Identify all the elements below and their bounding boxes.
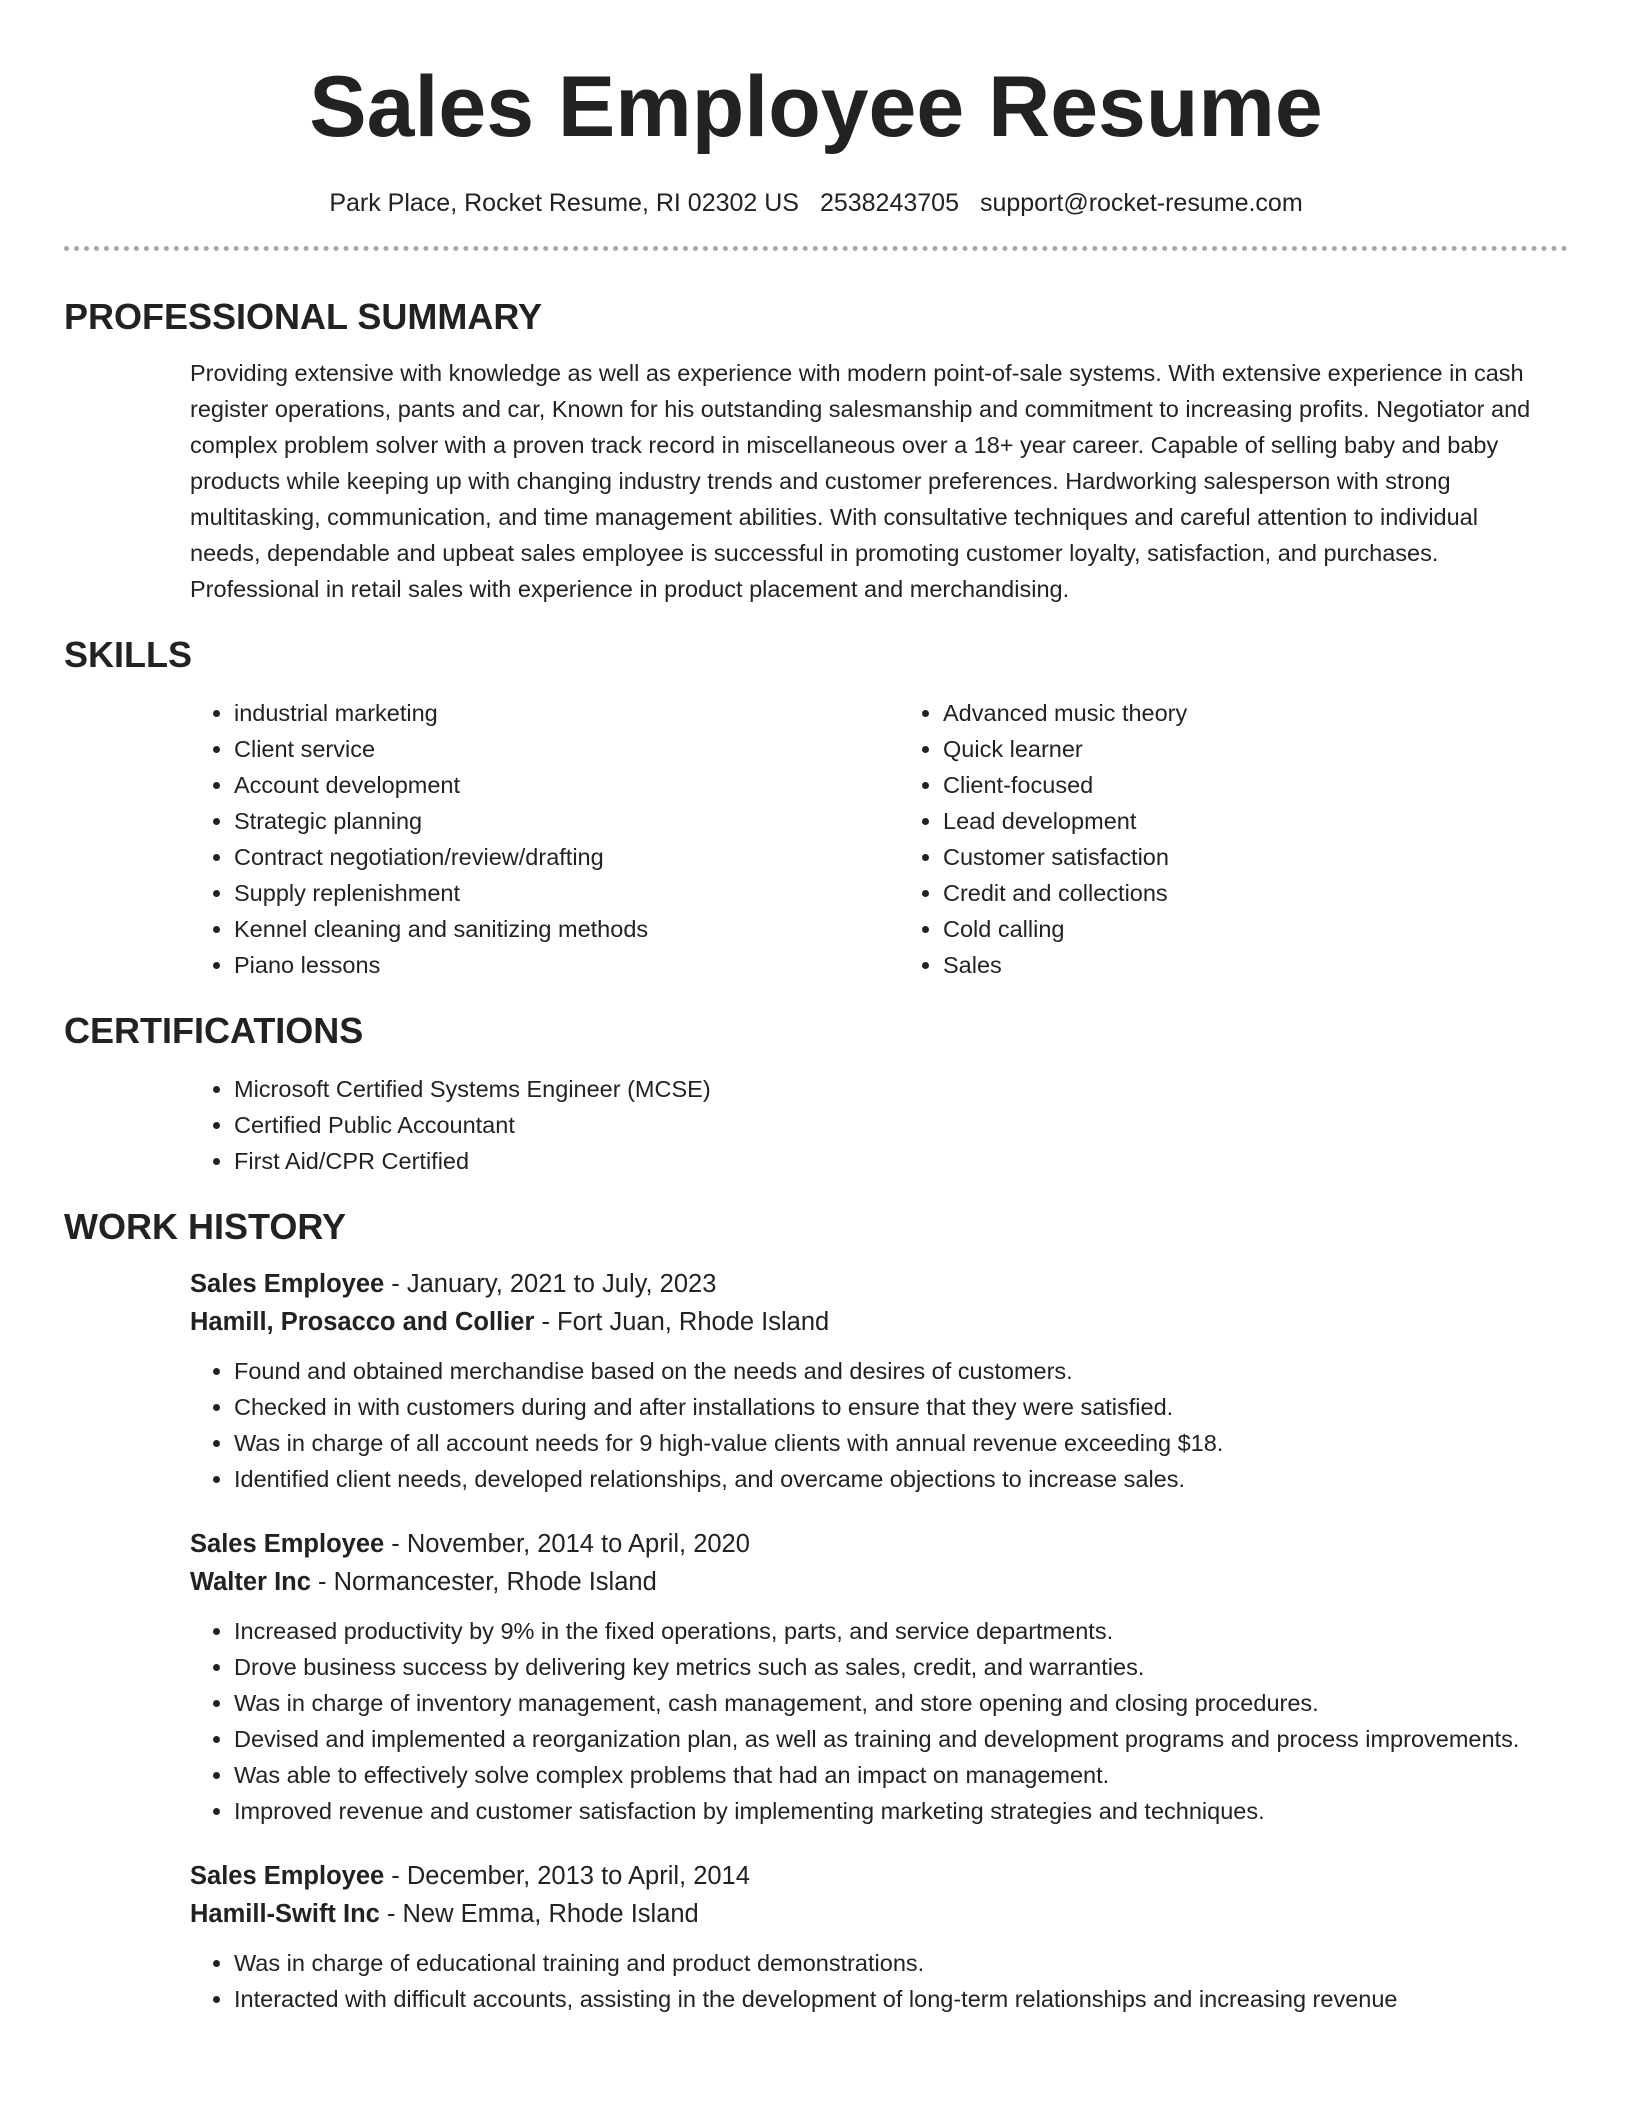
job-company: Hamill, Prosacco and Collier [190, 1308, 535, 1336]
contact-address: Park Place, Rocket Resume, RI 02302 US [329, 189, 799, 217]
skills-heading: SKILLS [64, 634, 193, 675]
skill-item: • Supply replenishment [234, 875, 901, 911]
skill-item: • Cold calling [943, 911, 1568, 947]
skill-item: • Client-focused [943, 767, 1568, 803]
job-bullets [64, 1353, 1568, 1497]
certifications-list [64, 1071, 1568, 1179]
skill-item: • Kennel cleaning and sanitizing methods [234, 911, 901, 947]
job-bullet: • Found and obtained merchandise based on the needs and desires of customers. [234, 1353, 1568, 1389]
job-company-line [190, 1563, 1568, 1601]
job-title-line [190, 1857, 1568, 1895]
contact-phone: 2538243705 [819, 189, 959, 217]
job-dates: - November, 2014 to April, 2020 [384, 1530, 750, 1558]
skill-item: • Account development [234, 767, 901, 803]
skill-item: • Customer satisfaction [943, 839, 1568, 875]
job-role: Sales Employee [190, 1270, 385, 1298]
job-bullet: • Interacted with difficult accounts, assisting in the development of long-term relationships and increasing revenue [234, 1981, 1568, 2017]
job-location: - New Emma, Rhode Island [379, 1900, 699, 1928]
skill-item: • Advanced music theory [943, 695, 1568, 731]
job-company: Hamill-Swift Inc [190, 1900, 380, 1928]
job-bullet: • Was in charge of inventory management, cash management, and store opening and closing procedures. [234, 1685, 1568, 1721]
job-bullet: • Identified client needs, developed relationships, and overcame objections to increase sales. [234, 1461, 1568, 1497]
certification-item: • First Aid/CPR Certified [234, 1143, 1568, 1179]
job-company: Walter Inc [190, 1568, 311, 1596]
job-entry [64, 1857, 1568, 2017]
job-bullets [64, 1945, 1568, 2017]
job-bullet: • Was in charge of all account needs for 9 high-value clients with annual revenue exceeding $18. [234, 1425, 1568, 1461]
skill-item: • Client service [234, 731, 901, 767]
skill-item: • Strategic planning [234, 803, 901, 839]
summary-heading: PROFESSIONAL SUMMARY [64, 296, 543, 337]
certifications-heading: CERTIFICATIONS [64, 1010, 364, 1051]
job-bullet: • Was able to effectively solve complex problems that had an impact on management. [234, 1757, 1568, 1793]
job-role: Sales Employee [190, 1862, 385, 1890]
summary-text: Providing extensive with knowledge as well as experience with modern point-of-sale systems. With extensive experience in cash register operations, pants and car, Known for his outstanding salesmanship and commitment to increasing profits. Negotiator and complex problem solver with a proven track record in miscellaneous over a 18+ year career. Capable of selling baby and baby products while keeping up with changing industry trends and customer preferences. Hardworking salesperson with strong multitasking, communication, and time management abilities. With consultative techniques and careful attention to individual needs, dependable and upbeat sales employee is successful in promoting customer loyalty, satisfaction, and purchases. Professional in retail sales with experience in product placement and merchandising. [190, 360, 1531, 602]
resume-title: Sales Employee Resume [309, 59, 1323, 155]
job-entry [64, 1265, 1568, 1497]
skills-column-left [64, 695, 901, 983]
certification-item: • Microsoft Certified Systems Engineer (MCSE) [234, 1071, 1568, 1107]
job-company-line [190, 1895, 1568, 1933]
job-bullet: • Increased productivity by 9% in the fixed operations, parts, and service departments. [234, 1613, 1568, 1649]
job-title-line [190, 1525, 1568, 1563]
job-dates: - December, 2013 to April, 2014 [384, 1862, 750, 1890]
skill-item: • industrial marketing [234, 695, 901, 731]
job-bullet: • Devised and implemented a reorganization plan, as well as training and development programs and process improvements. [234, 1721, 1568, 1757]
skills-column-right [901, 695, 1568, 983]
job-bullet: • Was in charge of educational training and product demonstrations. [234, 1945, 1568, 1981]
skill-item: • Piano lessons [234, 947, 901, 983]
job-company-line [190, 1303, 1568, 1341]
skills-list [64, 695, 1568, 983]
skill-item: • Sales [943, 947, 1568, 983]
job-title-line [190, 1265, 1568, 1303]
job-dates: - January, 2021 to July, 2023 [384, 1270, 717, 1298]
job-bullet: • Drove business success by delivering key metrics such as sales, credit, and warranties. [234, 1649, 1568, 1685]
skill-item: • Lead development [943, 803, 1568, 839]
skill-item: • Credit and collections [943, 875, 1568, 911]
job-entry [64, 1525, 1568, 1829]
contact-line [64, 186, 1568, 220]
job-location: - Normancester, Rhode Island [310, 1568, 657, 1596]
resume-page [64, 0, 1568, 2045]
skill-item: • Quick learner [943, 731, 1568, 767]
work-history-heading: WORK HISTORY [64, 1206, 347, 1247]
contact-email: support@rocket-resume.com [979, 189, 1303, 217]
job-bullet: • Improved revenue and customer satisfaction by implementing marketing strategies and techniques. [234, 1793, 1568, 1829]
skill-item: • Contract negotiation/review/drafting [234, 839, 901, 875]
job-bullets [64, 1613, 1568, 1829]
header-divider [64, 246, 1568, 251]
job-role: Sales Employee [190, 1530, 385, 1558]
certification-item: • Certified Public Accountant [234, 1107, 1568, 1143]
job-location: - Fort Juan, Rhode Island [534, 1308, 830, 1336]
job-bullet: • Checked in with customers during and after installations to ensure that they were satisfied. [234, 1389, 1568, 1425]
